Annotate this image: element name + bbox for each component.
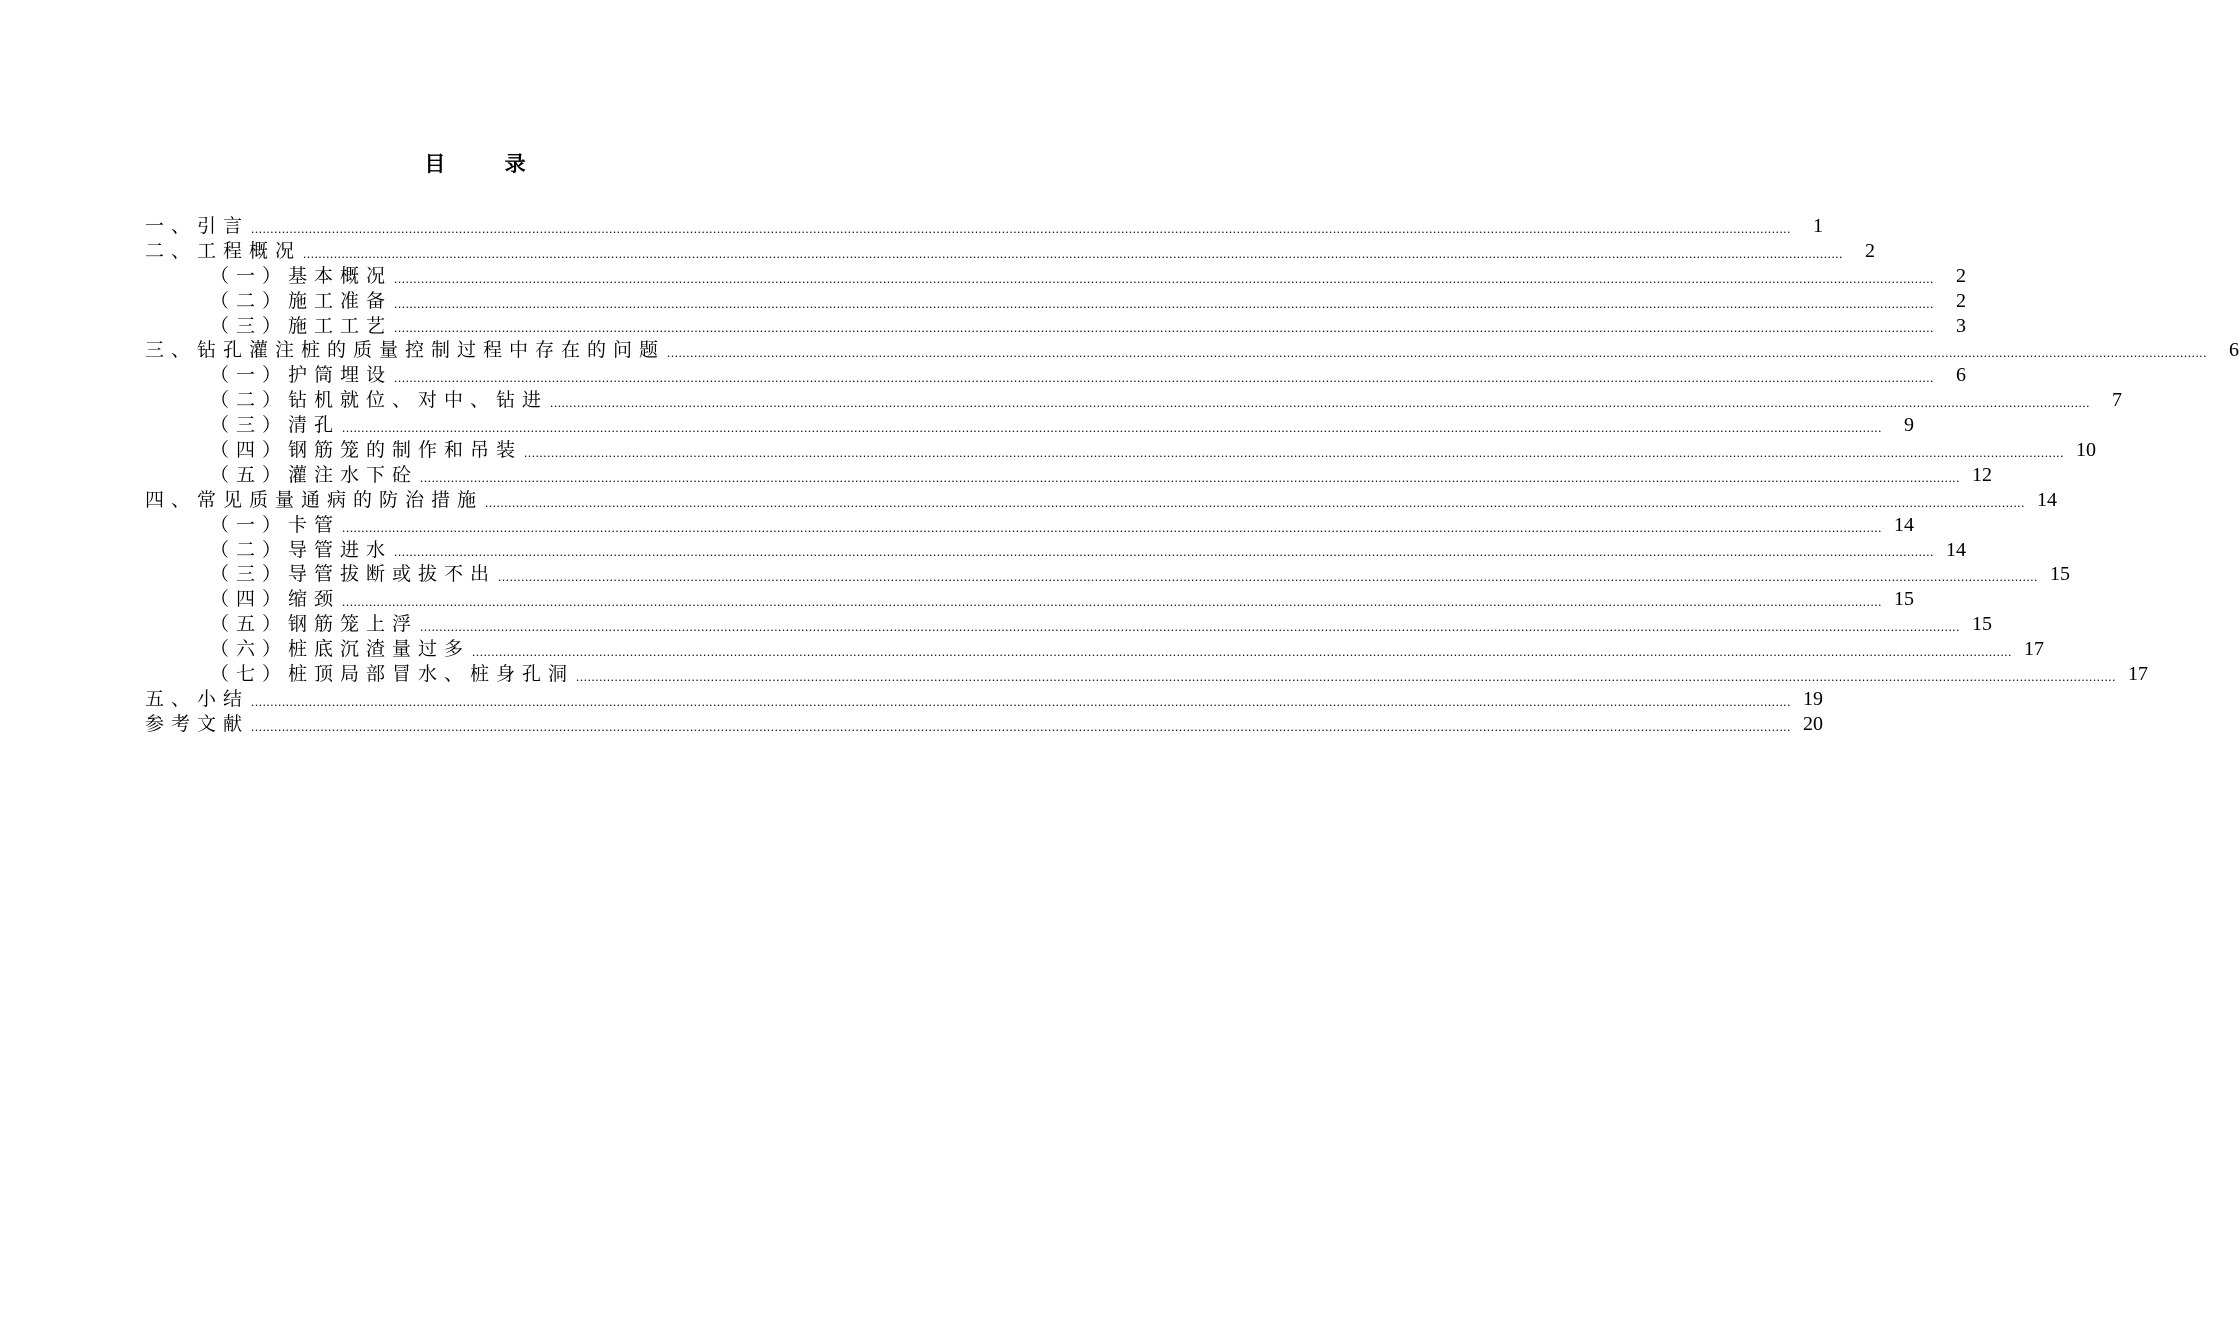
toc-dot-leader: ................................................................................................................................................................................................................................................................................................................................................................................................................ <box>576 668 2117 684</box>
toc-page-number: 19 <box>1803 687 1824 710</box>
toc-dot-leader: ................................................................................................................................................................................................................................................................................................................................................................................................................ <box>394 270 1935 286</box>
toc-page-number: 9 <box>1904 414 1915 437</box>
toc-page-number: 12 <box>1972 463 1993 486</box>
toc-page-number: 2 <box>1956 289 1967 312</box>
toc-entry[interactable] <box>145 264 1967 289</box>
toc-entry-text: （四）缩颈 <box>210 588 341 611</box>
toc-dot-leader: ................................................................................................................................................................................................................................................................................................................................................................................................................ <box>251 693 1792 709</box>
toc-page-number: 2 <box>1956 264 1967 287</box>
toc-page-number: 1 <box>1813 214 1824 237</box>
toc-entry-text: （二）施工准备 <box>210 289 393 312</box>
toc-page-number: 14 <box>2037 488 2058 511</box>
toc-entry-text: 四、常见质量通病的防治措施 <box>145 488 484 511</box>
toc-dot-leader: ................................................................................................................................................................................................................................................................................................................................................................................................................ <box>394 295 1935 311</box>
toc-page-number: 10 <box>2076 439 2097 461</box>
toc-dot-leader: ................................................................................................................................................................................................................................................................................................................................................................................................................ <box>251 718 1792 734</box>
toc-entry-text: （一）护筒埋设 <box>210 364 393 387</box>
toc-entry-text: 五、小结 <box>145 687 250 710</box>
toc-list <box>145 214 2239 737</box>
toc-entry-text: （一）卡管 <box>210 513 341 536</box>
toc-entry[interactable] <box>145 239 1876 264</box>
toc-entry-text: （二）钻机就位、对中、钻进 <box>210 389 549 412</box>
toc-entry[interactable] <box>145 513 1915 538</box>
toc-entry-text: （六）桩底沉渣量过多 <box>210 638 471 661</box>
toc-entry[interactable] <box>145 413 1915 438</box>
toc-entry[interactable] <box>145 338 2239 363</box>
toc-entry-text: 参考文献 <box>145 712 250 735</box>
toc-entry[interactable] <box>145 388 2123 413</box>
toc-dot-leader: ................................................................................................................................................................................................................................................................................................................................................................................................................ <box>303 245 1844 261</box>
toc-dot-leader: ................................................................................................................................................................................................................................................................................................................................................................................................................ <box>524 444 2065 460</box>
toc-dot-leader: ................................................................................................................................................................................................................................................................................................................................................................................................................ <box>420 469 1961 485</box>
toc-page-number: 15 <box>1972 613 1993 636</box>
toc-dot-leader: ................................................................................................................................................................................................................................................................................................................................................................................................................ <box>394 320 1935 336</box>
toc-page-number: 14 <box>1946 538 1967 561</box>
toc-entry[interactable] <box>145 587 1915 612</box>
toc-dot-leader: ................................................................................................................................................................................................................................................................................................................................................................................................................ <box>550 395 2091 411</box>
toc-dot-leader: ................................................................................................................................................................................................................................................................................................................................................................................................................ <box>394 370 1935 386</box>
toc-entry[interactable] <box>145 314 1967 339</box>
toc-page-number: 20 <box>1803 712 1824 735</box>
toc-page-number: 2 <box>1865 239 1876 262</box>
toc-entry[interactable] <box>145 637 2045 662</box>
toc-page-number: 17 <box>2128 663 2149 686</box>
toc-entry-text: 三、钻孔灌注桩的质量控制过程中存在的问题 <box>145 339 666 362</box>
toc-page-number: 6 <box>1956 364 1967 387</box>
toc-entry[interactable] <box>145 612 1993 637</box>
toc-dot-leader: ................................................................................................................................................................................................................................................................................................................................................................................................................ <box>342 594 1883 610</box>
toc-page-number: 17 <box>2024 638 2045 661</box>
toc-dot-leader: ................................................................................................................................................................................................................................................................................................................................................................................................................ <box>667 345 2208 361</box>
toc-entry-text: （七）桩顶局部冒水、桩身孔洞 <box>210 663 575 686</box>
toc-entry[interactable] <box>145 538 1967 563</box>
toc-dot-leader: ................................................................................................................................................................................................................................................................................................................................................................................................................ <box>394 544 1935 560</box>
toc-page-number: 6 <box>2229 339 2239 362</box>
toc-dot-leader: ................................................................................................................................................................................................................................................................................................................................................................................................................ <box>485 494 2026 510</box>
toc-dot-leader: ................................................................................................................................................................................................................................................................................................................................................................................................................ <box>498 569 2039 585</box>
toc-page-number: 3 <box>1956 314 1967 337</box>
toc-entry[interactable] <box>145 712 1824 737</box>
toc-dot-leader: ................................................................................................................................................................................................................................................................................................................................................................................................................ <box>251 220 1792 236</box>
toc-entry-text: （五）钢筋笼上浮 <box>210 613 419 636</box>
toc-page-number: 15 <box>1894 588 1915 611</box>
toc-entry-text: （一）基本概况 <box>210 264 393 287</box>
toc-entry[interactable] <box>145 662 2149 687</box>
toc-entry-text: （三）清孔 <box>210 414 341 437</box>
toc-entry-text: 一、引言 <box>145 214 250 237</box>
toc-dot-leader: ................................................................................................................................................................................................................................................................................................................................................................................................................ <box>342 420 1883 436</box>
toc-entry-text: （三）导管拔断或拔不出 <box>210 563 497 586</box>
toc-page-number: 15 <box>2050 563 2071 586</box>
toc-entry-text: （四）钢筋笼的制作和吊装 <box>210 439 523 461</box>
toc-dot-leader: ................................................................................................................................................................................................................................................................................................................................................................................................................ <box>420 619 1961 635</box>
toc-entry[interactable] <box>145 562 2071 587</box>
toc-entry[interactable] <box>145 488 2058 513</box>
toc-entry[interactable] <box>145 289 1967 314</box>
toc-page-number: 7 <box>2112 389 2123 412</box>
toc-entry[interactable] <box>145 687 1824 712</box>
toc-dot-leader: ................................................................................................................................................................................................................................................................................................................................................................................................................ <box>342 519 1883 535</box>
toc-entry-text: （二）导管进水 <box>210 538 393 561</box>
toc-entry[interactable] <box>145 463 1993 488</box>
toc-title: 目 录 <box>424 151 552 176</box>
toc-entry[interactable] <box>145 438 2097 463</box>
toc-dot-leader: ................................................................................................................................................................................................................................................................................................................................................................................................................ <box>472 644 2013 660</box>
toc-entry-text: （三）施工工艺 <box>210 314 393 337</box>
toc-entry[interactable] <box>145 363 1967 388</box>
toc-entry-text: （五）灌注水下砼 <box>210 463 419 486</box>
toc-entry-text: 二、工程概况 <box>145 239 302 262</box>
toc-page-number: 14 <box>1894 513 1915 536</box>
toc-entry[interactable] <box>145 214 1824 239</box>
